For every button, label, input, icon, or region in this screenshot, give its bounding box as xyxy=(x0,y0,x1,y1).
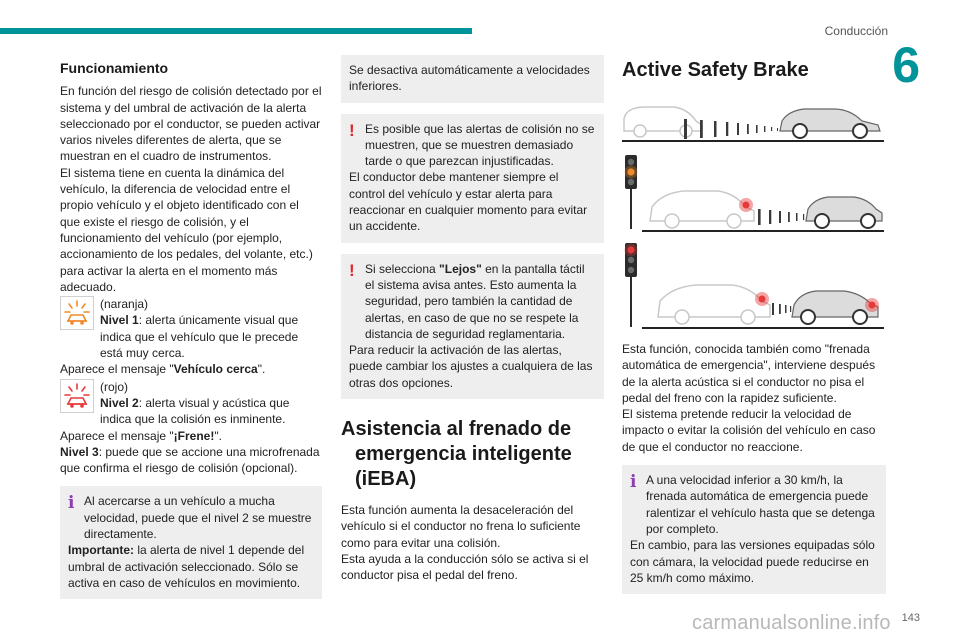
warning-box-lejos xyxy=(341,254,604,399)
intro-paragraph-a: En función del riesgo de colisión detectado por el sistema y del umbral de activación de la alerta seleccionado por el conductor, se pueden activar varios niveles diferentes de alerta, que se muestran en el cuadro de instrumentos. xyxy=(60,84,322,164)
level1-color: (naranja) xyxy=(100,297,149,312)
traffic-light-icon xyxy=(625,155,638,229)
info-box-level2 xyxy=(60,486,322,599)
info-box-speed xyxy=(622,465,886,594)
warning2-second: Para reducir la activación de las alertas, puede cambiar los ajustes a cualquiera de las otras dos opciones. xyxy=(349,343,593,390)
watermark: carmanualsonline.info xyxy=(692,612,891,634)
illustration-level1-warning xyxy=(622,153,884,233)
car-icon xyxy=(650,191,754,228)
info-icon: i xyxy=(630,472,637,493)
asb-paragraph-2: El sistema pretende reducir la velocidad de impacto o evitar la colisión del vehículo en caso de que el conductor no reaccione. xyxy=(622,407,876,454)
heading-funcionamiento: Funcionamiento xyxy=(60,60,169,76)
car-icon xyxy=(806,197,882,228)
heading-ieba: Asistencia al frenado de emergencia inteligente (iEBA) xyxy=(341,418,572,491)
level2-label: Nivel 2 xyxy=(100,395,139,410)
warning1-first: Es posible que las alertas de colisión no se muestren, que se muestren demasiado tarde o que parezcan injustificadas. xyxy=(365,121,595,169)
ieba-paragraph-1: Esta función aumenta la desaceleración del vehículo si el conductor no frena lo suficiente como para evitar una colisión. xyxy=(341,503,581,550)
section-title: Conducción xyxy=(824,24,888,38)
deactivation-box xyxy=(341,55,604,103)
traffic-light-icon xyxy=(625,243,638,327)
level1-message: Aparece el mensaje "Vehículo cerca". xyxy=(60,362,266,377)
level2-message: Aparece el mensaje "¡Frene!". xyxy=(60,428,222,443)
level2-text: : alerta visual y acústica que indica que la colisión es inminente. xyxy=(100,395,290,427)
page-number: 143 xyxy=(901,612,920,624)
asb-paragraph-1: Esta función, conocida también como "frenada automática de emergencia", interviene después de la alerta acústica si el conductor no pisa el pedal del freno con la rapidez suficiente. xyxy=(622,342,876,405)
level2-block xyxy=(60,379,322,428)
car-icon xyxy=(792,291,879,324)
level1-label: Nivel 1 xyxy=(100,313,139,328)
column-left xyxy=(60,60,322,610)
header-accent-bar xyxy=(0,28,472,34)
level3-text: Nivel 3: puede que se accione una microfrenada que confirma el riesgo de colisión (opcional). xyxy=(60,444,320,476)
level1-block xyxy=(60,296,322,361)
deactivation-text: Se desactiva automáticamente a velocidades inferiores. xyxy=(349,63,590,94)
exclamation-warning-icon: ! xyxy=(349,260,355,280)
heading-active-safety-brake: Active Safety Brake xyxy=(622,59,809,81)
column-middle xyxy=(341,55,604,584)
car-icon xyxy=(658,285,770,324)
warning2-first: Si selecciona "Lejos" en la pantalla táctil el sistema avisa antes. Esto aumenta la seguridad, pero también la cantidad de alertas, en caso de que no se respete la distancia de seguridad reglamentaria. xyxy=(365,261,585,341)
info-icon: i xyxy=(68,493,75,514)
info-box-first: Al acercarse a un vehículo a mucha velocidad, puede que el nivel 2 se muestre directamente. xyxy=(84,494,312,542)
info-speed-first: A una velocidad inferior a 30 km/h, la frenada automática de emergencia puede ralentizar el vehículo hasta que se detenga por completo. xyxy=(646,473,875,536)
collision-alert-icon xyxy=(60,296,94,330)
column-right xyxy=(622,58,886,605)
chapter-number: 6 xyxy=(892,37,920,93)
info-speed-second: En cambio, para las versiones equipadas sólo con cámara, la velocidad puede reducirse en 25 km/h como máximo. xyxy=(630,538,875,585)
level1-text: : alerta únicamente visual que indica que el vehículo que le precede está muy cerca. xyxy=(100,313,299,361)
warning1-second: El conductor debe mantener siempre el control del vehículo y estar alerta para reaccionar en cualquier momento para evitar un accidente. xyxy=(349,170,588,234)
car-icon xyxy=(624,107,702,137)
ieba-paragraph-2: Esta ayuda a la conducción sólo se activa si el conductor pisa el pedal del freno. xyxy=(341,551,589,583)
exclamation-warning-icon: ! xyxy=(349,120,355,140)
warning-box-alerts xyxy=(341,114,604,243)
collision-alert-icon xyxy=(60,379,94,413)
illustration-level2-braking xyxy=(622,241,884,331)
illustration-distance-approach xyxy=(622,97,884,145)
info-box-important: Importante: la alerta de nivel 1 depende del umbral de activación seleccionado. Sólo se activa en caso de vehículos en movimiento. xyxy=(68,543,305,590)
intro-paragraph-b: El sistema tiene en cuenta la dinámica del vehículo, la diferencia de velocidad entre el propio vehículo y el objeto identificado con el que existe el riesgo de colisión, y el funcionamiento del vehículo (por ejemplo, accionamiento de los pedales, del volante, etc.) para activar la alerta en el momento más adecuado. xyxy=(60,165,313,294)
car-icon xyxy=(780,109,880,138)
level2-color: (rojo) xyxy=(100,379,129,394)
